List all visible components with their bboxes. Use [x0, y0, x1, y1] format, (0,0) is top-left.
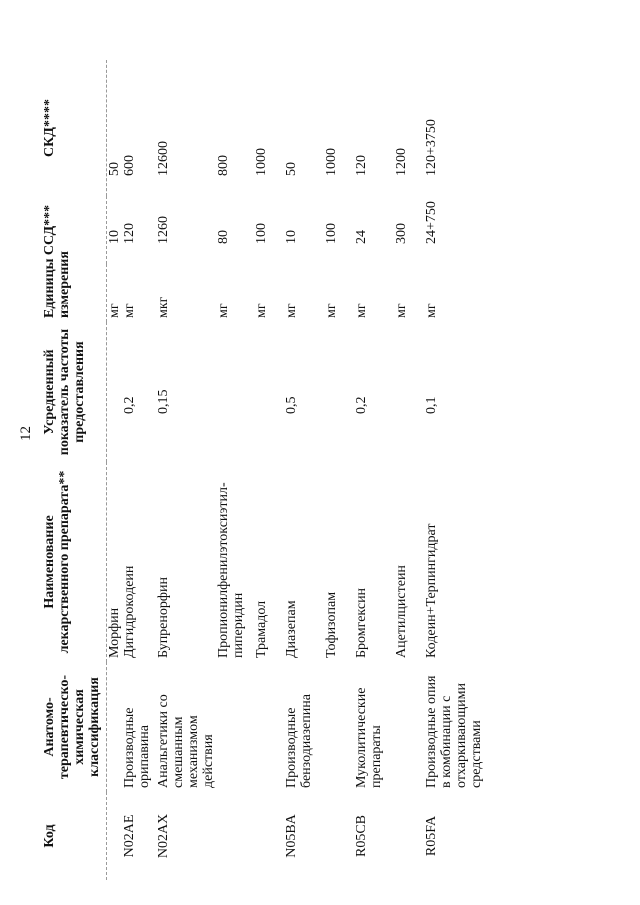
unit: мг	[216, 303, 231, 318]
ssd-value: 80	[216, 230, 231, 244]
skd-value: 600	[122, 155, 137, 176]
atc-group: Производные опия в комбинации с отхаркивающими средствами	[424, 675, 484, 788]
atc-group: Анальгетики со смешанным механизмом действия	[156, 694, 216, 788]
atc-code: N02AE	[122, 814, 137, 858]
rotated-table-area	[40, 60, 610, 880]
ssd-value: 120	[122, 223, 137, 244]
table-row	[324, 60, 354, 880]
ssd-value: 1260	[156, 216, 171, 244]
page-number: 12	[18, 426, 34, 441]
unit: мкг	[156, 296, 171, 318]
skd-value: 1200	[394, 148, 409, 176]
frequency-value: 0,1	[424, 396, 439, 414]
drug-name: Бромгексин	[354, 587, 369, 658]
table-row	[107, 60, 123, 880]
unit: мг	[394, 303, 409, 318]
header-drug-name: Наименование лекарственного препарата**	[40, 462, 107, 662]
unit: мг	[424, 303, 439, 318]
table-row	[394, 60, 424, 880]
table-header-row	[40, 60, 107, 880]
atc-code: N02AX	[156, 813, 171, 859]
unit: мг	[354, 303, 369, 318]
drug-name: Ацетилцистеин	[394, 565, 409, 658]
skd-value: 50	[107, 162, 122, 176]
header-atc: Анатомо-терапевтическо-химическая классификация	[40, 662, 107, 792]
skd-value: 12600	[156, 141, 171, 176]
ssd-value: 24	[354, 230, 369, 244]
ssd-value: 10	[107, 230, 122, 244]
frequency-value: 0,2	[122, 396, 137, 414]
atc-group: Производные бензодиазепина	[284, 694, 314, 788]
skd-value: 120	[354, 155, 369, 176]
skd-value: 800	[216, 155, 231, 176]
drug-name: Кодеин+Терпингидрат	[424, 523, 439, 658]
ssd-value: 10	[284, 230, 299, 244]
drug-name: Бупренорфин	[156, 577, 171, 658]
unit: мг	[107, 303, 122, 318]
unit: мг	[324, 303, 339, 318]
frequency-value: 0,15	[156, 389, 171, 414]
drug-name: Трамадол	[254, 600, 269, 658]
table-row	[122, 60, 156, 880]
drug-name: Дигидрокодеин	[122, 565, 137, 658]
header-ssd: ССД***	[40, 196, 107, 264]
ssd-value: 100	[254, 223, 269, 244]
table-row	[254, 60, 284, 880]
atc-code: R05FA	[424, 815, 439, 857]
skd-value: 1000	[324, 148, 339, 176]
header-units: Единицы измерения	[40, 264, 107, 322]
unit: мг	[284, 303, 299, 318]
skd-value: 1000	[254, 148, 269, 176]
drug-table	[40, 60, 488, 880]
atc-code: N05BA	[284, 814, 299, 858]
frequency-value: 0,2	[354, 396, 369, 414]
frequency-value: 0,5	[284, 396, 299, 414]
ssd-value: 100	[324, 223, 339, 244]
header-skd: СКД****	[40, 60, 107, 196]
table-row	[284, 60, 324, 880]
atc-group: Производные орипавина	[122, 707, 152, 788]
drug-name: Пропионилфенилэтоксиэтил-пиперидин	[216, 482, 246, 658]
skd-value: 120+3750	[424, 119, 439, 176]
drug-name: Диазепам	[284, 600, 299, 658]
ssd-value: 24+750	[424, 201, 439, 244]
atc-group: Муколитические препараты	[354, 687, 384, 788]
atc-code: R05CB	[354, 815, 369, 858]
header-frequency: Усредненный показатель частоты предоставления	[40, 322, 107, 462]
drug-name: Тофизопам	[324, 591, 339, 658]
unit: мг	[254, 303, 269, 318]
table-row	[216, 60, 254, 880]
ssd-value: 300	[394, 223, 409, 244]
table-row	[156, 60, 216, 880]
table-row	[424, 60, 488, 880]
skd-value: 50	[284, 162, 299, 176]
header-code: Код	[40, 792, 107, 880]
drug-name: Морфин	[107, 607, 122, 658]
table-row	[354, 60, 394, 880]
unit: мг	[122, 303, 137, 318]
